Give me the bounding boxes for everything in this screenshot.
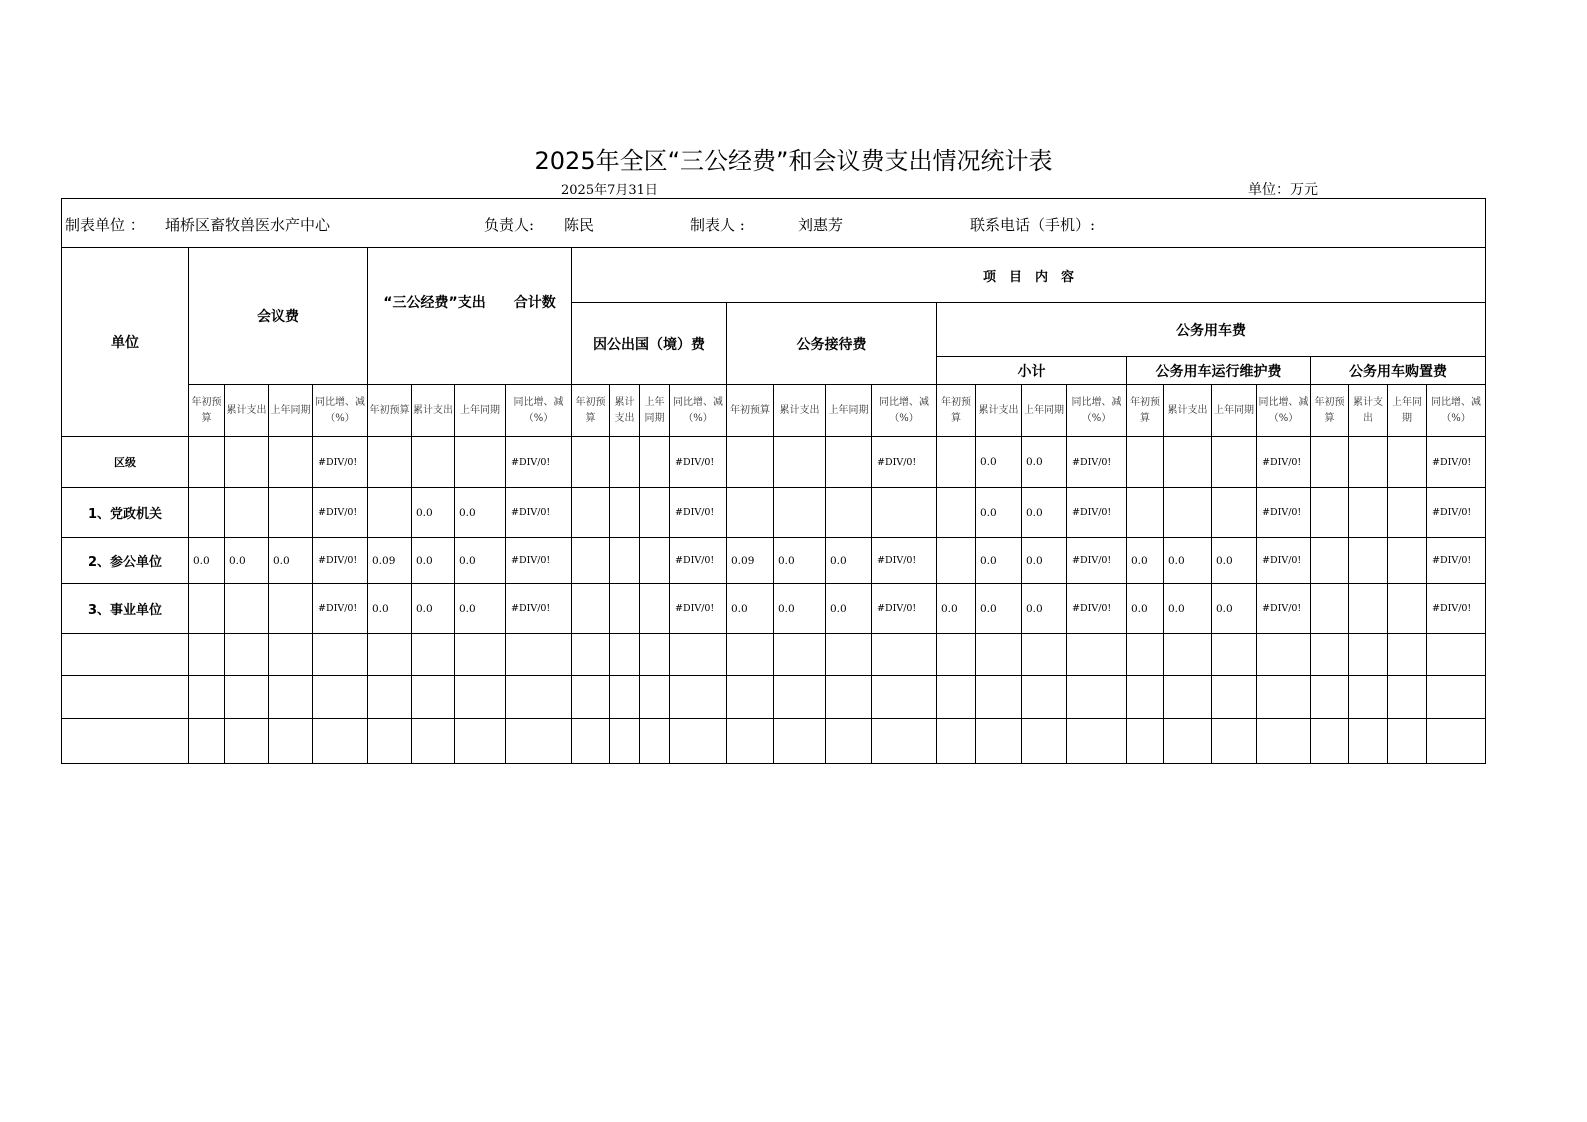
empty-cell <box>313 719 368 764</box>
table-cell <box>269 584 313 634</box>
table-cell <box>640 488 670 538</box>
empty-cell <box>610 676 640 719</box>
table-cell <box>225 488 269 538</box>
table-cell: 0.0 <box>774 584 826 634</box>
empty-cell <box>506 634 572 676</box>
table-cell: #DIV/0! <box>1067 584 1127 634</box>
table-cell: 0.0 <box>1164 584 1212 634</box>
empty-cell <box>506 676 572 719</box>
empty-cell <box>1388 676 1427 719</box>
empty-cell <box>572 719 610 764</box>
empty-cell <box>774 634 826 676</box>
empty-row <box>62 634 1486 676</box>
empty-cell <box>1388 634 1427 676</box>
empty-cell <box>189 719 225 764</box>
leader-value: 陈民 <box>564 216 595 234</box>
empty-cell <box>1311 719 1349 764</box>
empty-cell <box>670 634 727 676</box>
empty-cell <box>368 719 412 764</box>
empty-cell <box>189 634 225 676</box>
empty-cell <box>1127 719 1164 764</box>
empty-cell <box>1311 634 1349 676</box>
phone-label: 联系电话（手机）: <box>970 216 1096 234</box>
table-cell: 0.0 <box>937 584 976 634</box>
table-cell <box>1311 584 1349 634</box>
empty-cell <box>269 676 313 719</box>
table-cell <box>269 488 313 538</box>
table-cell: 0.0 <box>1022 488 1067 538</box>
table-cell <box>189 437 225 488</box>
table-cell <box>189 488 225 538</box>
table-cell <box>1311 488 1349 538</box>
sub-column-header: 年初预算 <box>1127 385 1164 437</box>
empty-cell <box>368 634 412 676</box>
table-cell: 0.0 <box>412 584 455 634</box>
table-cell: 0.0 <box>1127 584 1164 634</box>
sub-column-header: 同比增、减（%） <box>1067 385 1127 437</box>
empty-cell <box>670 676 727 719</box>
table-cell: 0.0 <box>1022 538 1067 584</box>
empty-cell <box>727 676 774 719</box>
table-cell <box>1311 538 1349 584</box>
table-cell <box>1388 538 1427 584</box>
table-cell <box>189 584 225 634</box>
empty-cell <box>1212 719 1257 764</box>
empty-cell <box>412 676 455 719</box>
table-cell: 0.0 <box>455 538 506 584</box>
table-cell <box>572 488 610 538</box>
page-title: 2025年全区“三公经费”和会议费支出情况统计表 <box>534 147 1053 175</box>
empty-cell <box>1067 634 1127 676</box>
table-cell <box>269 437 313 488</box>
empty-cell <box>368 676 412 719</box>
table-cell <box>937 437 976 488</box>
table-cell <box>1349 584 1388 634</box>
empty-cell <box>225 719 269 764</box>
three-public-header-text: “三公经费”支出 合计数 <box>383 295 556 311</box>
sub-column-header: 累计支出 <box>1349 385 1388 437</box>
empty-cell <box>727 719 774 764</box>
sub-column-header: 上年同期 <box>640 385 670 437</box>
table-cell <box>610 584 640 634</box>
row-label: 3、事业单位 <box>62 584 189 634</box>
row-label: 区级 <box>62 437 189 488</box>
sub-column-header: 累计支出 <box>412 385 455 437</box>
sub-column-header: 同比增、减（%） <box>872 385 937 437</box>
sub-column-header: 上年同期 <box>1388 385 1427 437</box>
table-cell: #DIV/0! <box>506 437 572 488</box>
sub-column-header: 上年同期 <box>826 385 872 437</box>
table-cell: #DIV/0! <box>506 584 572 634</box>
table-cell <box>826 437 872 488</box>
table-cell <box>610 538 640 584</box>
table-cell <box>572 437 610 488</box>
table-row <box>62 437 1486 488</box>
table-cell: #DIV/0! <box>670 437 727 488</box>
empty-cell <box>62 676 189 719</box>
table-cell <box>937 538 976 584</box>
data-rows <box>62 437 1486 634</box>
table-row <box>62 538 1486 584</box>
table-cell: #DIV/0! <box>872 437 937 488</box>
empty-cell <box>670 719 727 764</box>
table-cell: 0.0 <box>412 488 455 538</box>
table-cell: #DIV/0! <box>1067 488 1127 538</box>
report-date: 2025年7月31日 <box>561 183 658 198</box>
empty-cell <box>1127 676 1164 719</box>
expense-table <box>61 198 1486 764</box>
table-cell: 0.0 <box>976 538 1022 584</box>
table-cell <box>368 488 412 538</box>
table-cell: #DIV/0! <box>1257 437 1311 488</box>
sub-column-header: 上年同期 <box>1212 385 1257 437</box>
empty-cell <box>976 719 1022 764</box>
row-label: 2、参公单位 <box>62 538 189 584</box>
table-cell: #DIV/0! <box>670 488 727 538</box>
table-cell: 0.0 <box>1212 584 1257 634</box>
table-cell <box>1349 538 1388 584</box>
sub-column-header: 累计支出 <box>610 385 640 437</box>
sub-column-header: 同比增、减（%） <box>1257 385 1311 437</box>
sub-column-header: 累计支出 <box>976 385 1022 437</box>
table-cell: #DIV/0! <box>1067 437 1127 488</box>
table-cell <box>1127 488 1164 538</box>
table-cell <box>937 488 976 538</box>
table-cell: 0.0 <box>455 488 506 538</box>
unit-value: 埇桥区畜牧兽医水产中心 <box>165 216 331 234</box>
table-cell <box>1349 488 1388 538</box>
table-cell: #DIV/0! <box>1427 584 1486 634</box>
table-cell: #DIV/0! <box>313 437 368 488</box>
empty-cell <box>937 719 976 764</box>
table-cell <box>1127 437 1164 488</box>
empty-cell <box>826 634 872 676</box>
table-cell <box>1164 437 1212 488</box>
empty-cell <box>1127 634 1164 676</box>
table-cell: 0.0 <box>1022 437 1067 488</box>
table-cell: 0.0 <box>412 538 455 584</box>
table-cell: 0.09 <box>727 538 774 584</box>
table-cell <box>572 538 610 584</box>
table-cell: 0.0 <box>225 538 269 584</box>
table-cell <box>640 437 670 488</box>
table-cell: #DIV/0! <box>313 584 368 634</box>
empty-cell <box>1212 676 1257 719</box>
sub-column-header: 年初预算 <box>189 385 225 437</box>
empty-cell <box>1164 719 1212 764</box>
table-cell <box>774 437 826 488</box>
table-cell <box>727 488 774 538</box>
table-cell: 0.0 <box>368 584 412 634</box>
table-cell: #DIV/0! <box>872 538 937 584</box>
reception-fee-header: 公务接待费 <box>727 303 937 385</box>
table-cell <box>455 437 506 488</box>
sub-column-header: 年初预算 <box>937 385 976 437</box>
empty-cell <box>937 676 976 719</box>
table-cell <box>1311 437 1349 488</box>
table-cell <box>640 538 670 584</box>
currency-unit: 单位：万元 <box>1248 182 1318 198</box>
empty-cell <box>1212 634 1257 676</box>
leader-label: 负责人: <box>484 216 535 234</box>
table-row <box>62 584 1486 634</box>
empty-cell <box>1427 719 1486 764</box>
subheader-row <box>62 385 1486 437</box>
empty-cell <box>976 634 1022 676</box>
table-cell <box>572 584 610 634</box>
table-cell <box>1388 584 1427 634</box>
table-cell <box>727 437 774 488</box>
unit-column-header: 单位 <box>62 248 189 437</box>
table-cell <box>1212 488 1257 538</box>
table-cell <box>225 437 269 488</box>
table-cell: 0.0 <box>826 538 872 584</box>
empty-cell <box>640 634 670 676</box>
table-cell: 0.0 <box>976 584 1022 634</box>
table-cell: #DIV/0! <box>1067 538 1127 584</box>
sub-column-header: 年初预算 <box>368 385 412 437</box>
empty-cell <box>826 676 872 719</box>
table-row <box>62 488 1486 538</box>
table-cell <box>412 437 455 488</box>
empty-cell <box>1427 634 1486 676</box>
sub-column-header: 上年同期 <box>1022 385 1067 437</box>
table-cell: #DIV/0! <box>506 538 572 584</box>
empty-cell <box>189 676 225 719</box>
empty-cell <box>506 719 572 764</box>
empty-cell <box>1022 676 1067 719</box>
empty-cell <box>872 676 937 719</box>
empty-cell <box>412 719 455 764</box>
table-cell: #DIV/0! <box>1427 437 1486 488</box>
table-cell: 0.0 <box>1212 538 1257 584</box>
empty-cell <box>1164 634 1212 676</box>
table-cell <box>774 488 826 538</box>
subtotal-header: 小计 <box>937 357 1127 385</box>
table-cell: 0.0 <box>976 437 1022 488</box>
table-cell: 0.0 <box>189 538 225 584</box>
table-cell: 0.0 <box>774 538 826 584</box>
empty-cell <box>872 719 937 764</box>
table-cell: 0.0 <box>269 538 313 584</box>
empty-cell <box>455 676 506 719</box>
empty-cell <box>1257 634 1311 676</box>
table-cell <box>1349 437 1388 488</box>
table-cell: #DIV/0! <box>313 488 368 538</box>
empty-cell <box>1164 676 1212 719</box>
sub-column-header: 同比增、减（%） <box>313 385 368 437</box>
table-cell: 0.0 <box>1164 538 1212 584</box>
empty-cell <box>1427 676 1486 719</box>
empty-cell <box>826 719 872 764</box>
maker-label: 制表人 : <box>690 216 745 234</box>
sub-column-header: 同比增、减（%） <box>506 385 572 437</box>
sub-column-header: 年初预算 <box>572 385 610 437</box>
sub-column-header: 累计支出 <box>225 385 269 437</box>
table-cell <box>1388 437 1427 488</box>
vehicle-maintenance-header: 公务用车运行维护费 <box>1127 357 1311 385</box>
vehicle-fee-header: 公务用车费 <box>937 303 1486 357</box>
empty-cell <box>572 634 610 676</box>
abroad-fee-header: 因公出国（境）费 <box>572 303 727 385</box>
table-cell: #DIV/0! <box>670 538 727 584</box>
empty-cell <box>976 676 1022 719</box>
table-cell <box>610 488 640 538</box>
empty-cell <box>1311 676 1349 719</box>
table-cell: 0.0 <box>727 584 774 634</box>
empty-cell <box>313 676 368 719</box>
empty-cell <box>455 719 506 764</box>
table-cell <box>872 488 937 538</box>
sub-column-header: 上年同期 <box>269 385 313 437</box>
info-row <box>62 199 1486 248</box>
empty-rows <box>62 634 1486 764</box>
empty-cell <box>313 634 368 676</box>
empty-cell <box>62 719 189 764</box>
empty-cell <box>269 634 313 676</box>
table-cell <box>640 584 670 634</box>
table-cell: #DIV/0! <box>1257 488 1311 538</box>
table-cell: #DIV/0! <box>670 584 727 634</box>
sub-column-header: 上年同期 <box>455 385 506 437</box>
project-content-header: 项 目 内 容 <box>572 248 1486 303</box>
sub-column-header: 同比增、减（%） <box>1427 385 1486 437</box>
table-cell <box>1388 488 1427 538</box>
empty-cell <box>1349 634 1388 676</box>
empty-cell <box>269 719 313 764</box>
empty-cell <box>774 719 826 764</box>
empty-cell <box>1067 676 1127 719</box>
table-cell: #DIV/0! <box>506 488 572 538</box>
empty-row <box>62 676 1486 719</box>
empty-cell <box>572 676 610 719</box>
sub-column-header: 年初预算 <box>727 385 774 437</box>
empty-cell <box>1257 676 1311 719</box>
table-cell: #DIV/0! <box>1257 538 1311 584</box>
unit-label: 制表单位 ： <box>65 216 145 234</box>
table-cell <box>610 437 640 488</box>
empty-cell <box>640 676 670 719</box>
empty-cell <box>225 634 269 676</box>
empty-cell <box>774 676 826 719</box>
empty-cell <box>62 634 189 676</box>
maker-value: 刘惠芳 <box>798 216 844 234</box>
sub-column-header: 同比增、减（%） <box>670 385 727 437</box>
empty-cell <box>727 634 774 676</box>
empty-cell <box>610 719 640 764</box>
empty-cell <box>412 634 455 676</box>
table-cell: 0.0 <box>976 488 1022 538</box>
empty-cell <box>872 634 937 676</box>
empty-row <box>62 719 1486 764</box>
sub-column-header: 累计支出 <box>1164 385 1212 437</box>
sub-column-header: 年初预算 <box>1311 385 1349 437</box>
three-public-header <box>368 248 572 385</box>
empty-cell <box>1257 719 1311 764</box>
meeting-fee-header: 会议费 <box>189 248 368 385</box>
empty-cell <box>455 634 506 676</box>
table-cell: #DIV/0! <box>1257 584 1311 634</box>
row-label: 1、党政机关 <box>62 488 189 538</box>
empty-cell <box>1388 719 1427 764</box>
empty-cell <box>1022 634 1067 676</box>
empty-cell <box>1067 719 1127 764</box>
table-cell <box>826 488 872 538</box>
table-cell: 0.0 <box>1022 584 1067 634</box>
table-cell <box>1212 437 1257 488</box>
empty-cell <box>610 634 640 676</box>
table-cell: 0.0 <box>826 584 872 634</box>
empty-cell <box>937 634 976 676</box>
table-cell <box>1164 488 1212 538</box>
table-cell: 0.09 <box>368 538 412 584</box>
table-cell <box>225 584 269 634</box>
empty-cell <box>640 719 670 764</box>
table-cell: #DIV/0! <box>1427 538 1486 584</box>
table-cell <box>368 437 412 488</box>
table-cell: 0.0 <box>1127 538 1164 584</box>
table-cell: #DIV/0! <box>313 538 368 584</box>
empty-cell <box>1022 719 1067 764</box>
sub-column-header: 累计支出 <box>774 385 826 437</box>
vehicle-purchase-header: 公务用车购置费 <box>1311 357 1486 385</box>
table-cell: 0.0 <box>455 584 506 634</box>
empty-cell <box>1349 719 1388 764</box>
table-cell: #DIV/0! <box>872 584 937 634</box>
empty-cell <box>1349 676 1388 719</box>
table-cell: #DIV/0! <box>1427 488 1486 538</box>
empty-cell <box>225 676 269 719</box>
